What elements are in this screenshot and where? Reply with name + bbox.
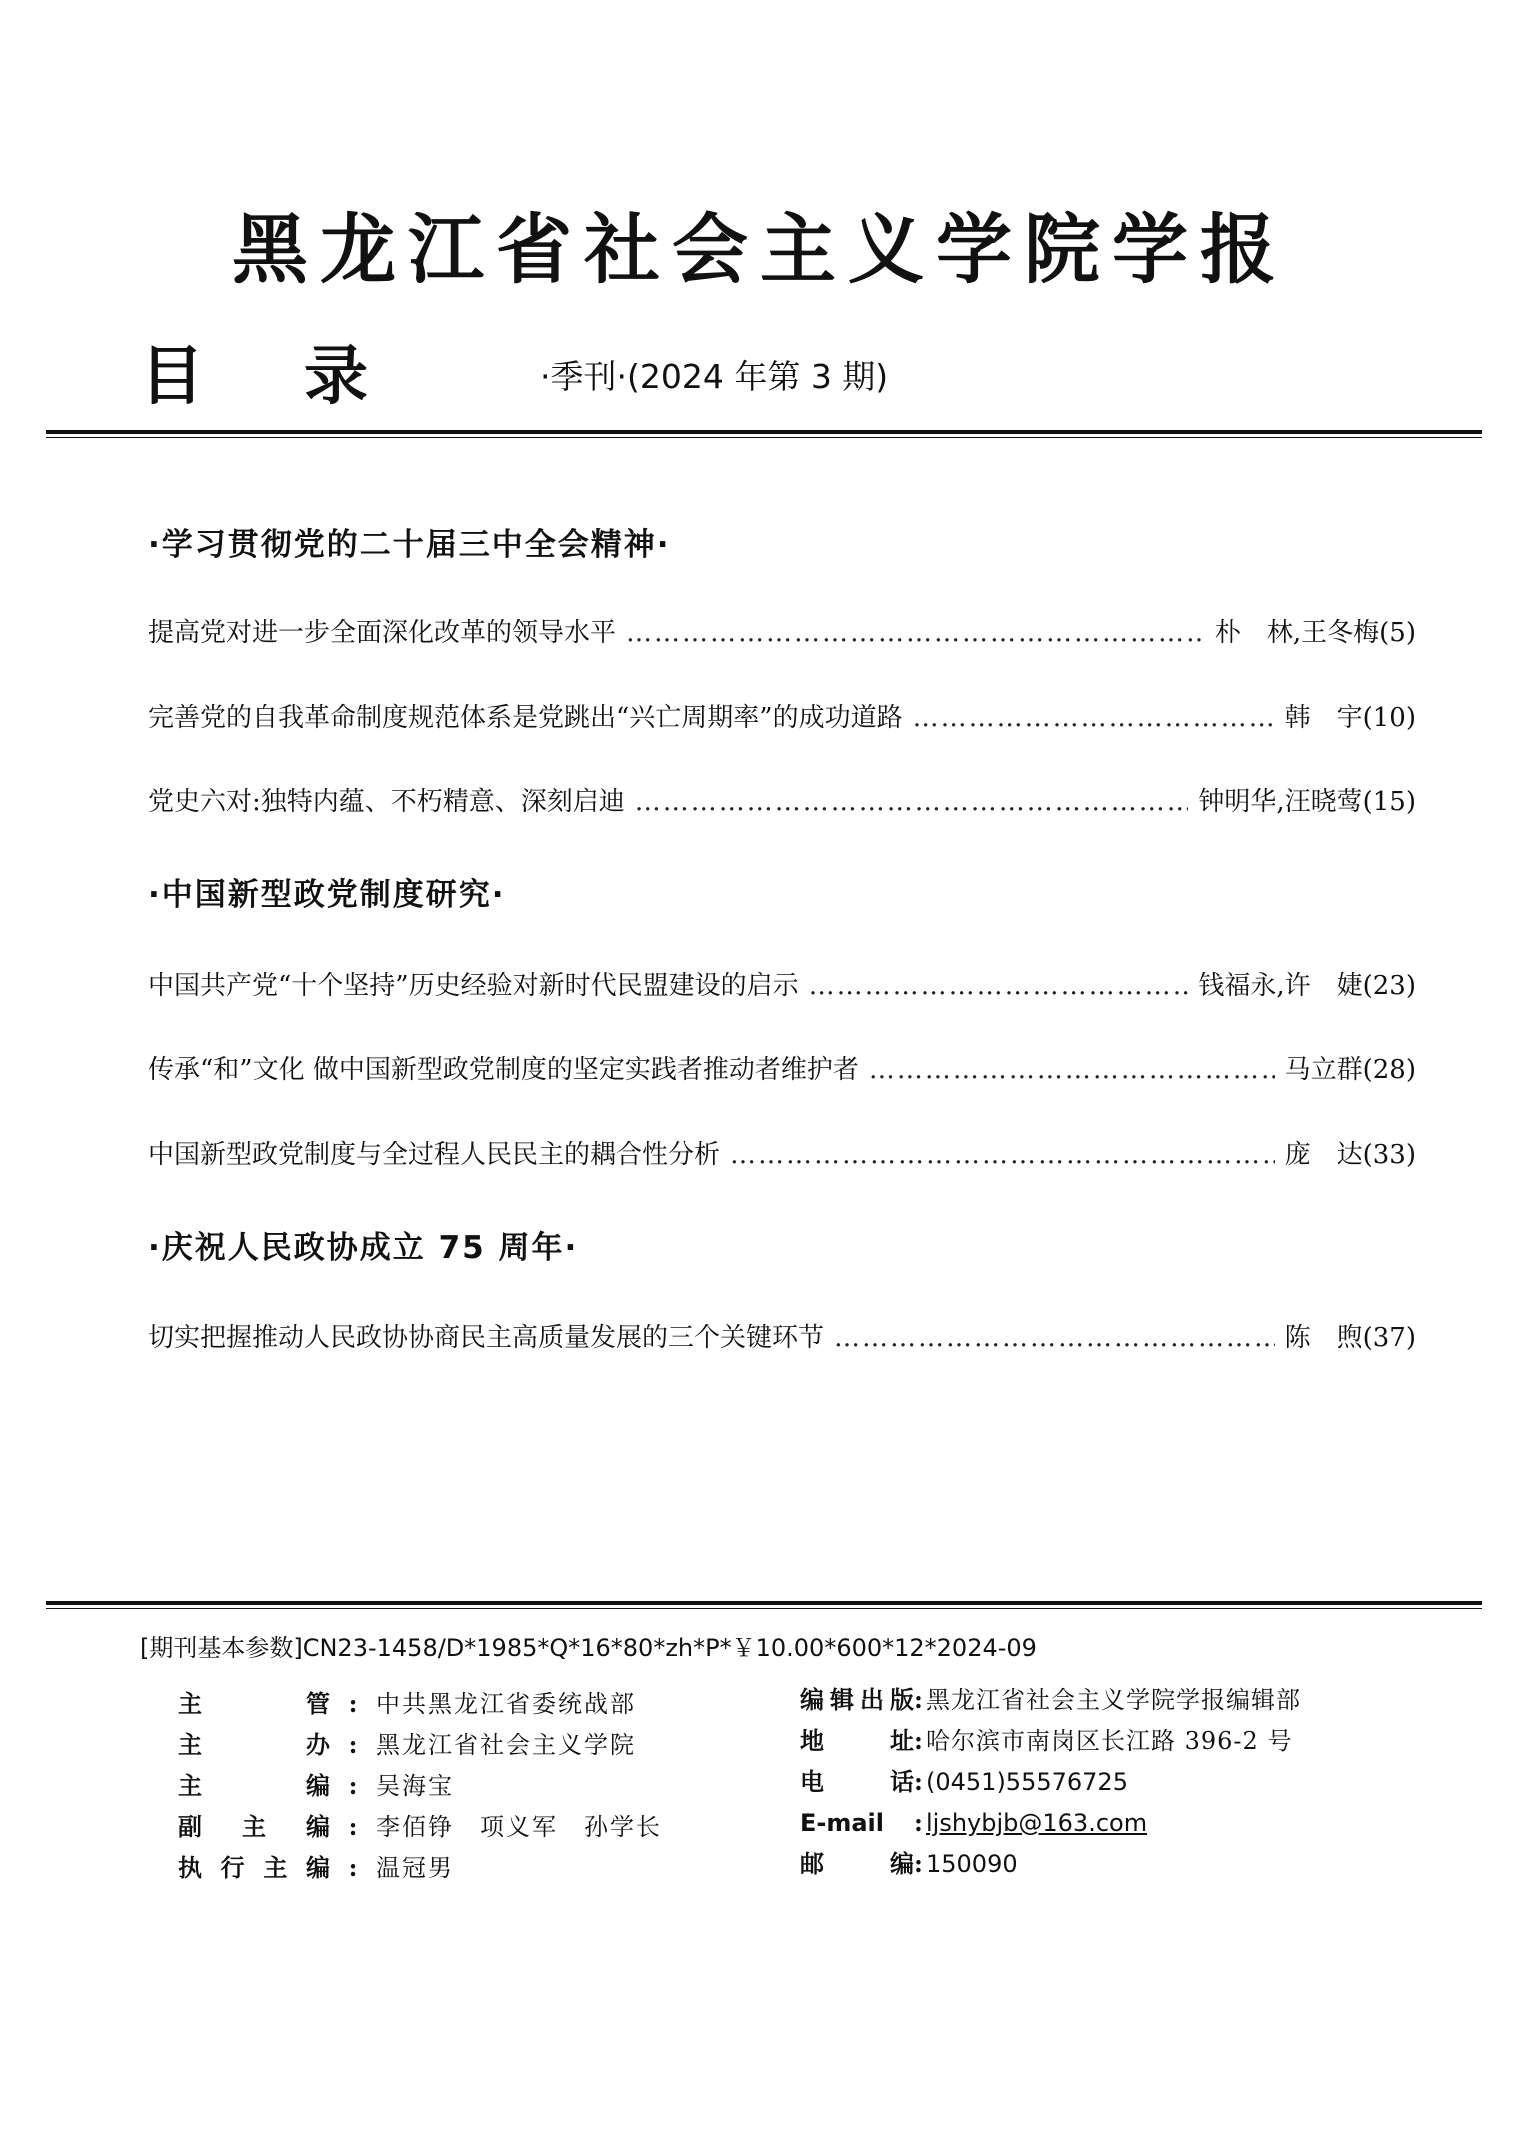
masthead xyxy=(178,1689,662,1897)
header-divider xyxy=(46,430,1482,438)
journal-parameters: [期刊基本参数]CN23-1458/D*1985*Q*16*80*zh*P*￥10.00*600*12*2024-09 xyxy=(140,1634,1037,1662)
dot-leader xyxy=(635,789,1189,815)
journal-title: 黑龙江省社会主义学院学报 xyxy=(232,205,1288,294)
article-title[interactable]: 中国共产党“十个坚持”历史经验对新时代民盟建设的启示 xyxy=(148,971,799,1001)
footer-divider xyxy=(46,1601,1482,1609)
contact-label: E-mail xyxy=(800,1809,885,1837)
section-heading: ·庆祝人民政协成立 75 周年· xyxy=(148,1230,579,1266)
article-title[interactable]: 提高党对进一步全面深化改革的领导水平 xyxy=(148,618,617,648)
toc-entry[interactable] xyxy=(148,705,1416,731)
article-author-page: 钟明华,汪晓莺(15) xyxy=(1198,787,1416,817)
contact-value: (0451)55576725 xyxy=(926,1768,1128,1796)
article-author-page: 朴 林,王冬梅(5) xyxy=(1214,618,1416,648)
contents-heading: 目录 xyxy=(140,340,468,414)
dot-leader xyxy=(626,620,1205,646)
contact-label: 电 话 xyxy=(800,1768,914,1796)
article-author-page: 韩 宇(10) xyxy=(1284,703,1416,733)
section-heading: ·中国新型政党制度研究· xyxy=(148,877,506,913)
contact-row: 编 辑 出 版 : 黑龙江省社会主义学院学报编辑部 xyxy=(800,1685,1301,1714)
masthead-row: 副 主 编 : 李佰铮 项义军 孙学长 xyxy=(178,1812,662,1841)
masthead-label: 主 办 xyxy=(178,1731,330,1759)
contact-info xyxy=(800,1685,1301,1893)
contact-value: 黑龙江省社会主义学院学报编辑部 xyxy=(926,1686,1301,1714)
contact-value: 哈尔滨市南岗区长江路 396-2 号 xyxy=(926,1727,1293,1755)
masthead-label: 执 行 主 编 xyxy=(178,1854,330,1882)
masthead-value: 李佰铮 项义军 孙学长 xyxy=(376,1813,662,1841)
article-author-page: 庞 达(33) xyxy=(1284,1140,1416,1170)
contact-label: 邮 编 xyxy=(800,1850,914,1878)
toc-entry[interactable] xyxy=(148,789,1416,815)
article-title[interactable]: 中国新型政党制度与全过程人民民主的耦合性分析 xyxy=(148,1140,721,1170)
contact-value: 150090 xyxy=(926,1850,1018,1878)
masthead-label: 副 主 编 xyxy=(178,1813,330,1841)
article-author-page: 马立群(28) xyxy=(1284,1055,1416,1085)
article-title[interactable]: 切实把握推动人民政协协商民主高质量发展的三个关键环节 xyxy=(148,1323,825,1353)
contact-label: 地 址 xyxy=(800,1727,914,1755)
masthead-row: 主 办 : 黑龙江省社会主义学院 xyxy=(178,1730,636,1759)
toc-entry[interactable] xyxy=(148,620,1416,646)
email-link[interactable]: ljshybjb@163.com xyxy=(926,1809,1148,1837)
article-author-page: 陈 煦(37) xyxy=(1284,1323,1416,1353)
contact-row: 电 话 : (0451)55576725 xyxy=(800,1767,1128,1796)
masthead-value: 吴海宝 xyxy=(376,1772,454,1800)
issue-info: ·季刊·(2024 年第 3 期) xyxy=(540,357,889,396)
contact-label: 编 辑 出 版 xyxy=(800,1686,914,1714)
article-title[interactable]: 完善党的自我革命制度规范体系是党跳出“兴亡周期率”的成功道路 xyxy=(148,703,903,733)
contact-row: 邮 编 : 150090 xyxy=(800,1849,1018,1878)
contact-row: E-mail : ljshybjb@163.com xyxy=(800,1808,1148,1837)
contact-row: 地 址 : 哈尔滨市南岗区长江路 396-2 号 xyxy=(800,1726,1293,1755)
masthead-label: 主 编 xyxy=(178,1772,330,1800)
masthead-label: 主 管 xyxy=(178,1690,330,1718)
toc-entry[interactable] xyxy=(148,973,1416,999)
dot-leader xyxy=(730,1142,1275,1168)
dot-leader xyxy=(834,1325,1275,1351)
toc-entry[interactable] xyxy=(148,1142,1416,1168)
toc-entry[interactable] xyxy=(148,1057,1416,1083)
dot-leader xyxy=(869,1057,1275,1083)
article-author-page: 钱福永,许 婕(23) xyxy=(1198,971,1416,1001)
masthead-value: 中共黑龙江省委统战部 xyxy=(376,1690,636,1718)
masthead-value: 黑龙江省社会主义学院 xyxy=(376,1731,636,1759)
masthead-row: 主 管 : 中共黑龙江省委统战部 xyxy=(178,1689,636,1718)
section-heading: ·学习贯彻党的二十届三中全会精神· xyxy=(148,527,671,563)
toc-entry[interactable] xyxy=(148,1325,1416,1351)
masthead-row: 执 行 主 编 : 温冠男 xyxy=(178,1853,454,1882)
dot-leader xyxy=(913,705,1275,731)
article-title[interactable]: 党史六对:独特内蕴、不朽精意、深刻启迪 xyxy=(148,787,625,817)
masthead-value: 温冠男 xyxy=(376,1854,454,1882)
dot-leader xyxy=(809,973,1189,999)
article-title[interactable]: 传承“和”文化 做中国新型政党制度的坚定实践者推动者维护者 xyxy=(148,1055,859,1085)
masthead-row: 主 编 : 吴海宝 xyxy=(178,1771,454,1800)
